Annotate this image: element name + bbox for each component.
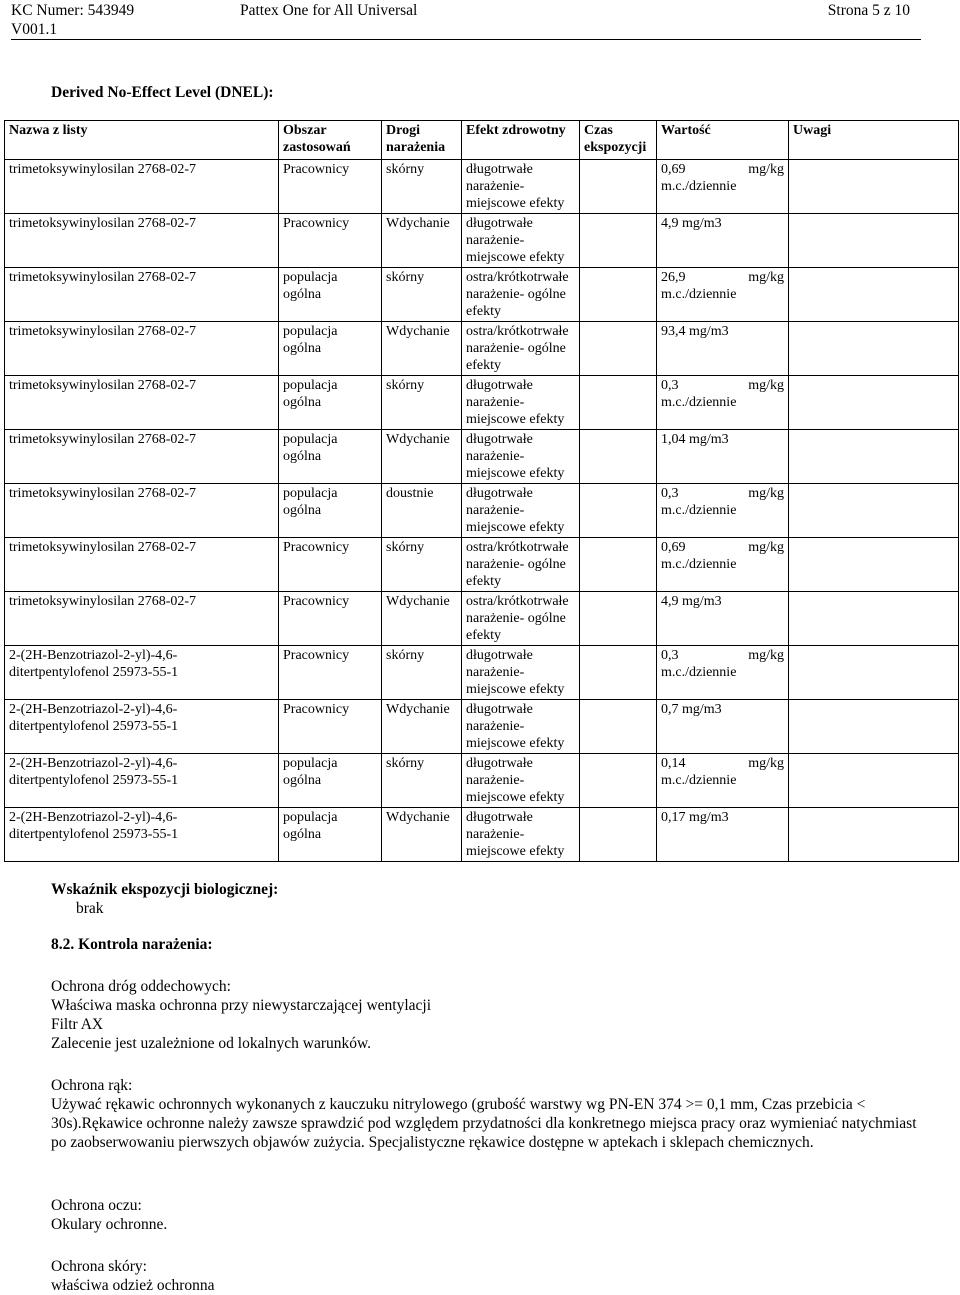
document-number: KC Numer: 543949 [11,2,135,19]
wartosc-unit: mg/kg [748,270,784,285]
cell-drogi: Wdychanie [382,322,462,376]
cell-drogi: skórny [382,538,462,592]
cell-drogi: Wdychanie [382,700,462,754]
product-title: Pattex One for All Universal [240,2,418,19]
col-header-wartosc: Wartość [657,121,789,160]
col-header-czas: Czas ekspozycji [580,121,657,160]
cell-obszar: Pracownicy [279,160,382,214]
cell-nazwa: 2-(2H-Benzotriazol-2-yl)-4,6-ditertpentylofenol 25973-55-1 [5,754,279,808]
cell-czas [580,376,657,430]
cell-drogi: Wdychanie [382,592,462,646]
cell-czas [580,754,657,808]
cell-wartosc [657,700,789,754]
wartosc-number: 1,04 mg/m3 [661,432,729,447]
cell-obszar: populacja ogólna [279,430,382,484]
wartosc-unit: mg/kg [748,756,784,771]
col-header-nazwa: Nazwa z listy [5,121,279,160]
cell-wartosc [657,268,789,322]
wartosc-number: 0,69 [661,162,686,177]
page-number: Strona 5 z 10 [827,2,910,19]
cell-efekt: długotrwałe narażenie- miejscowe efekty [462,214,580,268]
cell-czas [580,808,657,862]
eyes-section [51,1196,926,1234]
wartosc-number: 4,9 mg/m3 [661,216,722,231]
cell-efekt: długotrwałe narażenie- miejscowe efekty [462,430,580,484]
cell-obszar: populacja ogólna [279,808,382,862]
cell-czas [580,268,657,322]
table-row [5,700,959,754]
hands-title: Ochrona rąk: [51,1077,133,1094]
col-header-efekt: Efekt zdrowotny [462,121,580,160]
cell-uwagi [789,214,959,268]
cell-drogi: doustnie [382,484,462,538]
wartosc-number: 0,3 [661,648,679,663]
table-row [5,322,959,376]
respiratory-title: Ochrona dróg oddechowych: [51,978,231,995]
document-version: V001.1 [11,21,58,38]
cell-czas [580,160,657,214]
cell-uwagi [789,376,959,430]
cell-drogi: Wdychanie [382,430,462,484]
wartosc-number: 93,4 mg/m3 [661,324,729,339]
cell-efekt: długotrwałe narażenie- miejscowe efekty [462,808,580,862]
skin-text: właściwa odzież ochronna [51,1277,215,1294]
wartosc-unit: mg/kg [748,648,784,663]
table-row [5,214,959,268]
wartosc-unit: mg/kg [748,162,784,177]
wartosc-rest: m.c./dziennie [661,557,737,572]
wartosc-number: 0,7 mg/m3 [661,702,722,717]
dnel-table [4,120,959,862]
cell-efekt: długotrwałe narażenie- miejscowe efekty [462,754,580,808]
eyes-text: Okulary ochronne. [51,1216,168,1233]
wartosc-rest: m.c./dziennie [661,665,737,680]
cell-drogi: Wdychanie [382,808,462,862]
wartosc-rest: m.c./dziennie [661,287,737,302]
cell-uwagi [789,754,959,808]
bio-title: Wskaźnik ekspozycji biologicznej: [51,881,279,898]
cell-nazwa: trimetoksywinylosilan 2768-02-7 [5,592,279,646]
wartosc-number: 0,3 [661,378,679,393]
table-row [5,592,959,646]
cell-nazwa: trimetoksywinylosilan 2768-02-7 [5,484,279,538]
wartosc-unit: mg/kg [748,378,784,393]
dnel-title: Derived No-Effect Level (DNEL): [51,84,274,101]
cell-obszar: populacja ogólna [279,754,382,808]
respiratory-line-1: Właściwa maska ochronna przy niewystarczającej wentylacji [51,997,431,1014]
cell-nazwa: trimetoksywinylosilan 2768-02-7 [5,160,279,214]
cell-nazwa: trimetoksywinylosilan 2768-02-7 [5,430,279,484]
cell-wartosc [657,538,789,592]
table-row [5,268,959,322]
cell-drogi: skórny [382,376,462,430]
wartosc-rest: m.c./dziennie [661,179,737,194]
eyes-title: Ochrona oczu: [51,1197,142,1214]
table-row [5,160,959,214]
cell-uwagi [789,592,959,646]
table-header-row [5,121,959,160]
cell-efekt: ostra/krótkotrwałe narażenie- ogólne efekty [462,592,580,646]
cell-czas [580,538,657,592]
cell-wartosc [657,376,789,430]
cell-uwagi [789,808,959,862]
cell-efekt: ostra/krótkotrwałe narażenie- ogólne efekty [462,538,580,592]
cell-nazwa: trimetoksywinylosilan 2768-02-7 [5,538,279,592]
cell-obszar: populacja ogólna [279,376,382,430]
table-row [5,538,959,592]
cell-uwagi [789,538,959,592]
cell-czas [580,592,657,646]
cell-wartosc [657,808,789,862]
cell-efekt: długotrwałe narażenie- miejscowe efekty [462,484,580,538]
cell-wartosc [657,430,789,484]
cell-obszar: populacja ogólna [279,484,382,538]
cell-efekt: długotrwałe narażenie- miejscowe efekty [462,376,580,430]
cell-drogi: skórny [382,646,462,700]
wartosc-rest: m.c./dziennie [661,773,737,788]
cell-efekt: długotrwałe narażenie- miejscowe efekty [462,646,580,700]
table-row [5,484,959,538]
cell-czas [580,700,657,754]
wartosc-number: 0,69 [661,540,686,555]
cell-uwagi [789,322,959,376]
cell-nazwa: trimetoksywinylosilan 2768-02-7 [5,268,279,322]
cell-wartosc [657,754,789,808]
hands-section [51,1076,926,1152]
respiratory-line-3: Zalecenie jest uzależnione od lokalnych warunków. [51,1035,372,1052]
cell-efekt: ostra/krótkotrwałe narażenie- ogólne efekty [462,268,580,322]
cell-uwagi [789,484,959,538]
cell-obszar: Pracownicy [279,700,382,754]
table-row [5,646,959,700]
wartosc-number: 0,17 mg/m3 [661,810,729,825]
wartosc-number: 4,9 mg/m3 [661,594,722,609]
control-section [51,935,926,954]
cell-uwagi [789,268,959,322]
bio-section [51,880,926,918]
cell-efekt: długotrwałe narażenie- miejscowe efekty [462,160,580,214]
cell-wartosc [657,322,789,376]
dnel-table-body [5,160,959,862]
cell-wartosc [657,484,789,538]
cell-nazwa: trimetoksywinylosilan 2768-02-7 [5,322,279,376]
cell-uwagi [789,430,959,484]
bio-value: brak [76,900,104,917]
cell-nazwa: 2-(2H-Benzotriazol-2-yl)-4,6-ditertpentylofenol 25973-55-1 [5,700,279,754]
cell-wartosc [657,160,789,214]
cell-efekt: długotrwałe narażenie- miejscowe efekty [462,700,580,754]
cell-drogi: skórny [382,754,462,808]
cell-czas [580,484,657,538]
respiratory-line-2: Filtr AX [51,1016,104,1033]
wartosc-number: 0,3 [661,486,679,501]
table-row [5,754,959,808]
cell-obszar: Pracownicy [279,592,382,646]
col-header-obszar: Obszar zastosowań [279,121,382,160]
cell-drogi: skórny [382,268,462,322]
cell-wartosc [657,592,789,646]
cell-czas [580,430,657,484]
col-header-drogi: Drogi narażenia [382,121,462,160]
cell-czas [580,646,657,700]
control-title: 8.2. Kontrola narażenia: [51,936,213,953]
cell-czas [580,322,657,376]
skin-section [51,1257,926,1295]
col-header-uwagi: Uwagi [789,121,959,160]
cell-obszar: Pracownicy [279,538,382,592]
cell-nazwa: 2-(2H-Benzotriazol-2-yl)-4,6-ditertpentylofenol 25973-55-1 [5,646,279,700]
cell-wartosc [657,214,789,268]
cell-obszar: populacja ogólna [279,268,382,322]
cell-czas [580,214,657,268]
cell-obszar: Pracownicy [279,214,382,268]
cell-efekt: ostra/krótkotrwałe narażenie- ogólne efekty [462,322,580,376]
cell-nazwa: trimetoksywinylosilan 2768-02-7 [5,214,279,268]
cell-nazwa: trimetoksywinylosilan 2768-02-7 [5,376,279,430]
cell-obszar: populacja ogólna [279,322,382,376]
wartosc-number: 26,9 [661,270,686,285]
wartosc-rest: m.c./dziennie [661,503,737,518]
cell-uwagi [789,700,959,754]
table-row [5,430,959,484]
cell-drogi: Wdychanie [382,214,462,268]
cell-obszar: Pracownicy [279,646,382,700]
hands-text: Używać rękawic ochronnych wykonanych z kauczuku nitrylowego (grubość warstwy wg PN-EN 374 >= 0,1 mm, Czas przebicia < 30s).Rękawice ochronne należy zawsze sprawdzić pod względem przydatności dla konkretnego miejsca pracy oraz wymieniać natychmiast po zaobserwowaniu pierwszych objawów zużycia. Specjalistyczne rękawice dostępne w aptekach i sklepach chemicznych. [51,1096,917,1151]
wartosc-rest: m.c./dziennie [661,395,737,410]
cell-uwagi [789,646,959,700]
wartosc-unit: mg/kg [748,486,784,501]
cell-nazwa: 2-(2H-Benzotriazol-2-yl)-4,6-ditertpentylofenol 25973-55-1 [5,808,279,862]
table-row [5,376,959,430]
wartosc-unit: mg/kg [748,540,784,555]
cell-uwagi [789,160,959,214]
skin-title: Ochrona skóry: [51,1258,147,1275]
page-header [11,1,921,40]
cell-wartosc [657,646,789,700]
respiratory-section [51,977,926,1053]
cell-drogi: skórny [382,160,462,214]
wartosc-number: 0,14 [661,756,686,771]
table-row [5,808,959,862]
